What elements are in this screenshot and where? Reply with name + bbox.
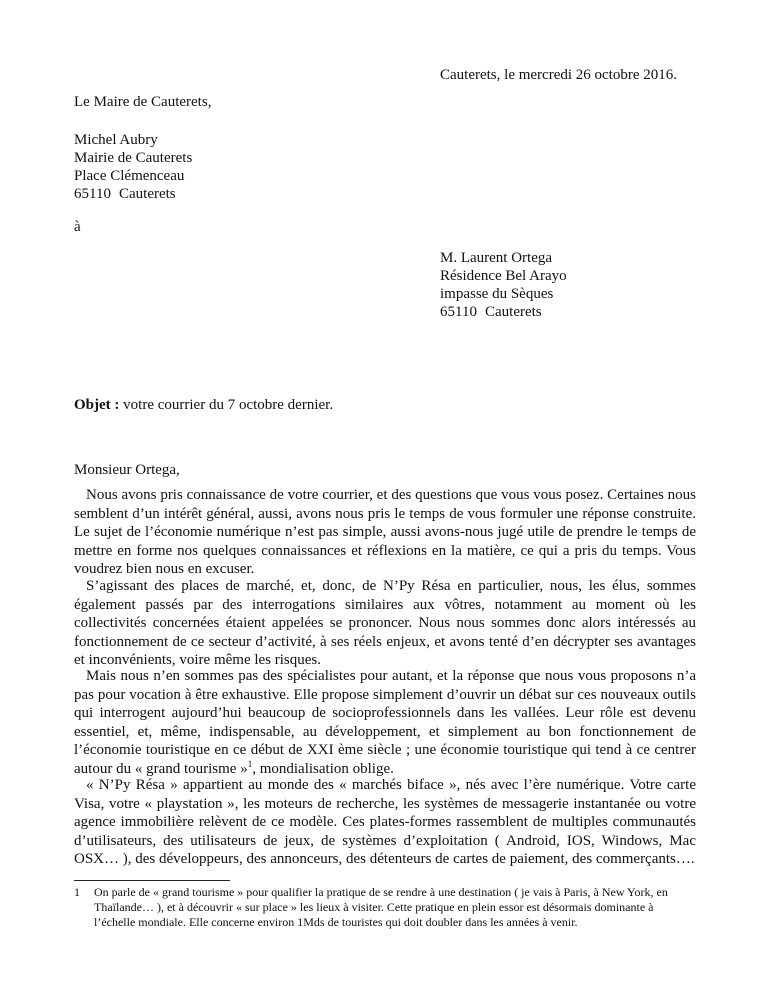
body-paragraph-4: « N’Py Résa » appartient au monde des « marchés biface », nés avec l’ère numérique. Votre carte Visa, votre « playstation », les moteurs de recherche, les systèmes de messagerie instantanée ou votre agence immobilière relèvent de ce modèle. Ces plates-formes rassemblent de multiples communautés d’utilisateurs, des utilisateurs de jeux, de systèmes d’exploitation ( Android, IOS, Windows, Mac OSX… ), des développeurs, des annonceurs, des détenteurs de cartes de paiement, des commerçants…. bbox=[74, 777, 696, 867]
recipient-postcode: 65110 bbox=[440, 304, 477, 320]
body-paragraph-2: S’agissant des places de marché, et, donc, de N’Py Résa en particulier, nous, les élus, sommes également passés par des interrogations similaires aux vôtres, notamment au moment où les collectivités concernées étaient appelées se prononcer. Nous nous sommes donc alors intéressés au fonctionnement de ce secteur d’activité, à ses réels enjeux, et avons tenté d’en décrypter ses avantages et inconvénients, voire même les risques. bbox=[74, 578, 696, 668]
date-line: Cauterets, le mercredi 26 octobre 2016. bbox=[440, 67, 677, 83]
body-paragraph-1: Nous avons pris connaissance de votre courrier, et des questions que vous vous posez. Certaines nous semblent d’un intérêt général, aussi, avons nous pris le temps de vous formuler une réponse construite. Le sujet de l’économie numérique n’est pas simple, aussi avons-nous jugé utile de prendre le temps de mettre en forme nos quelques connaissances et réflexions en la matière, ce qui a pris du temps. Vous voudrez bien nous en excuser. bbox=[74, 487, 696, 577]
sender-org: Mairie de Cauterets bbox=[74, 150, 193, 166]
body-paragraph-3-text: Mais nous n’en sommes pas des spécialistes pour autant, et la réponse que nous vous proposons n’a pas pour vocation à être exhaustive. Elle propose simplement d’ouvrir un débat sur ces nouveaux outils qui interrogent aujourd’hui beaucoup de socioprofessionnels dans les vallées. Leur rôle est devenu essentiel, et, même, indispensable, au développement, et simplement au bon fonctionnement de l’économie touristique en ce début de XXI ème siècle ; une économie touristique qui tend à ce centrer autour du « grand tourisme » bbox=[74, 668, 696, 777]
subject-line bbox=[74, 396, 333, 414]
recipient-name: M. Laurent Ortega bbox=[440, 250, 553, 266]
to-word: à bbox=[74, 219, 81, 235]
body-paragraph-3 bbox=[74, 667, 696, 778]
sender-address bbox=[74, 131, 192, 203]
sender-name: Michel Aubry bbox=[74, 132, 158, 148]
sender-postcode: 65110 bbox=[74, 186, 111, 202]
recipient-residence: Résidence Bel Arayo bbox=[440, 268, 567, 284]
recipient-street: impasse du Sèques bbox=[440, 286, 554, 302]
salutation: Monsieur Ortega, bbox=[74, 462, 180, 478]
recipient-address bbox=[440, 249, 567, 321]
sender-title: Le Maire de Cauterets, bbox=[74, 94, 212, 110]
footnote-number: 1 bbox=[74, 885, 80, 899]
footnote-reference[interactable]: 1 bbox=[247, 758, 253, 769]
footnote-text: On parle de « grand tourisme » pour qualifier la pratique de se rendre à une destination ( je vais à Paris, à New York, en Thaïlande… ), et à découvrir « sur place » les lieux à visiter. Cette pratique en plein essor est désormais dominante à l’échelle mondiale. Elle concerne environ 1Mds de touristes qui doit doubler dans les années à venir. bbox=[94, 885, 668, 929]
sender-city-line bbox=[74, 185, 192, 203]
body-paragraph-3-tail: , mondialisation oblige. bbox=[252, 760, 394, 777]
sender-street: Place Clémenceau bbox=[74, 168, 185, 184]
footnote-separator bbox=[74, 880, 230, 881]
recipient-city-line bbox=[440, 303, 567, 321]
sender-city: Cauterets bbox=[119, 186, 176, 202]
recipient-city: Cauterets bbox=[485, 304, 542, 320]
subject-label: Objet : bbox=[74, 397, 120, 413]
subject-text: votre courrier du 7 octobre dernier. bbox=[119, 397, 334, 413]
